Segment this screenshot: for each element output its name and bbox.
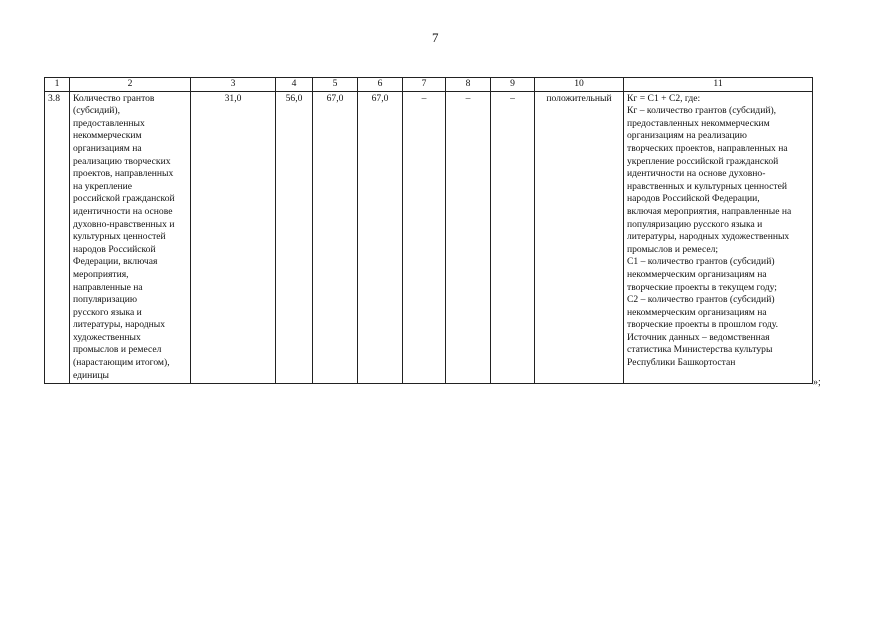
formula-line: Республики Башкортостан bbox=[627, 357, 736, 369]
formula-line: идентичности на основе духовно- bbox=[627, 168, 766, 180]
indicator-name-line: (субсидий), bbox=[73, 105, 121, 117]
value-col-5: 67,0 bbox=[313, 91, 358, 384]
indicator-name-line: литературы, народных bbox=[73, 319, 166, 331]
formula-line: Кг = С1 + С2, где: bbox=[627, 92, 701, 104]
header-cell-9: 9 bbox=[491, 78, 535, 92]
formula-line: некоммерческим организациям на bbox=[627, 268, 767, 280]
row-number: 3.8 bbox=[45, 91, 70, 384]
header-cell-10: 10 bbox=[535, 78, 624, 92]
formula-line: литературы, народных художественных bbox=[627, 231, 790, 243]
indicator-name-line: промыслов и ремесел bbox=[73, 344, 162, 356]
formula-line: предоставленных некоммерческим bbox=[627, 117, 770, 129]
header-row bbox=[45, 78, 813, 92]
formula-line: нравственных и культурных ценностей bbox=[627, 180, 787, 192]
value-col-3: 31,0 bbox=[191, 91, 276, 384]
value-col-9: – bbox=[491, 91, 535, 384]
formula-line: творческие проекты в прошлом году. bbox=[627, 319, 778, 331]
formula-line: творческие проекты в текущем году; bbox=[627, 281, 777, 293]
indicator-name-line: народов Российской bbox=[73, 243, 156, 255]
formula-line: организациям на реализацию bbox=[627, 130, 747, 142]
indicator-name-line: российской гражданской bbox=[73, 193, 175, 205]
formula-line: популяризацию русского языка и bbox=[627, 218, 763, 230]
closing-quote: »; bbox=[813, 377, 821, 388]
indicator-name-line: организациям на bbox=[73, 142, 142, 154]
indicator-name-line: проектов, направленных bbox=[73, 168, 174, 180]
indicator-name-line: некоммерческим bbox=[73, 130, 142, 142]
indicator-name-line: духовно-нравственных и bbox=[73, 218, 175, 230]
header-cell-11: 11 bbox=[624, 78, 813, 92]
header-cell-8: 8 bbox=[446, 78, 491, 92]
formula-line: Источник данных – ведомственная bbox=[627, 331, 770, 343]
formula-line: промыслов и ремесел; bbox=[627, 243, 719, 255]
formula-line: включая мероприятия, направленные на bbox=[627, 205, 792, 217]
indicator-name-line: художественных bbox=[73, 331, 141, 343]
formula-line: Кг – количество грантов (субсидий), bbox=[627, 105, 777, 117]
header-cell-6: 6 bbox=[358, 78, 403, 92]
formula-line: народов Российской Федерации, bbox=[627, 193, 760, 205]
indicator-name-line: идентичности на основе bbox=[73, 205, 173, 217]
formula-line: некоммерческим организациям на bbox=[627, 306, 767, 318]
formula-line: С2 – количество грантов (субсидий) bbox=[627, 294, 775, 306]
formula-line: укрепление российской гражданской bbox=[627, 155, 779, 167]
header-cell-3: 3 bbox=[191, 78, 276, 92]
header-cell-7: 7 bbox=[403, 78, 446, 92]
indicator-name-line: Федерации, включая bbox=[73, 256, 158, 268]
indicator-name bbox=[70, 91, 191, 384]
indicator-name-line: на укрепление bbox=[73, 180, 133, 192]
indicator-name-line: реализацию творческих bbox=[73, 155, 171, 167]
header-cell-1: 1 bbox=[45, 78, 70, 92]
header-cell-2: 2 bbox=[70, 78, 191, 92]
indicator-name-line: русского языка и bbox=[73, 306, 142, 318]
trend-direction: положительный bbox=[535, 91, 624, 384]
indicator-name-line: (нарастающим итогом), bbox=[73, 357, 170, 369]
indicator-name-line: культурных ценностей bbox=[73, 231, 166, 243]
formula-line: С1 – количество грантов (субсидий) bbox=[627, 256, 775, 268]
formula-line: творческих проектов, направленных на bbox=[627, 142, 788, 154]
value-col-8: – bbox=[446, 91, 491, 384]
indicator-name-line: предоставленных bbox=[73, 117, 145, 129]
indicator-name-line: направленные на bbox=[73, 281, 143, 293]
indicator-table bbox=[44, 77, 813, 384]
formula-description bbox=[624, 91, 813, 384]
header-cell-5: 5 bbox=[313, 78, 358, 92]
value-col-4: 56,0 bbox=[276, 91, 313, 384]
value-col-6: 67,0 bbox=[358, 91, 403, 384]
value-col-7: – bbox=[403, 91, 446, 384]
formula-line: статистика Министерства культуры bbox=[627, 344, 773, 356]
indicator-name-line: единицы bbox=[73, 369, 109, 381]
indicator-name-line: Количество грантов bbox=[73, 92, 155, 104]
page-number: 7 bbox=[432, 30, 439, 45]
header-cell-4: 4 bbox=[276, 78, 313, 92]
table-row bbox=[45, 91, 813, 384]
indicator-name-line: мероприятия, bbox=[73, 268, 129, 280]
indicator-name-line: популяризацию bbox=[73, 294, 138, 306]
